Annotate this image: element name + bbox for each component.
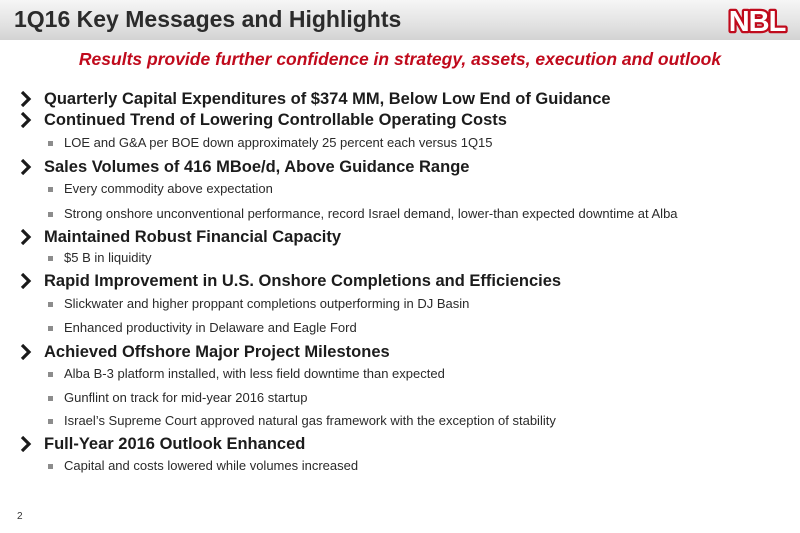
key-message-heading-text: Achieved Offshore Major Project Milestones [44, 343, 390, 361]
key-message-heading-text: Quarterly Capital Expenditures of $374 MM, Below Low End of Guidance [44, 90, 611, 108]
key-message-heading-text: Sales Volumes of 416 MBoe/d, Above Guidance Range [44, 158, 470, 176]
square-bullet-icon [48, 212, 53, 217]
chevron-right-icon [20, 273, 32, 289]
nbl-logo-text: NBL [728, 6, 786, 37]
chevron-right-icon [20, 112, 32, 128]
page-number: 2 [17, 511, 23, 522]
key-message-detail-text: $5 B in liquidity [64, 250, 152, 265]
key-message-heading-text: Rapid Improvement in U.S. Onshore Completions and Efficiencies [44, 272, 562, 290]
key-message-heading-text: Maintained Robust Financial Capacity [44, 228, 342, 246]
square-bullet-icon [48, 256, 53, 261]
key-message-detail-text: Every commodity above expectation [64, 181, 273, 196]
chevron-right-icon [20, 229, 32, 245]
square-bullet-icon [48, 372, 53, 377]
key-message-detail-text: Slickwater and higher proppant completions outperforming in DJ Basin [64, 296, 470, 311]
subtitle: Results provide further confidence in strategy, assets, execution and outlook [78, 49, 722, 69]
key-message-detail-text: LOE and G&A per BOE down approximately 25 percent each versus 1Q15 [64, 135, 493, 150]
page-title: 1Q16 Key Messages and Highlights [14, 6, 402, 32]
key-message-heading-text: Full-Year 2016 Outlook Enhanced [44, 435, 306, 453]
chevron-right-icon [20, 91, 32, 107]
square-bullet-icon [48, 326, 53, 331]
square-bullet-icon [48, 302, 53, 307]
square-bullet-icon [48, 419, 53, 424]
chevron-right-icon [20, 159, 32, 175]
key-message-detail-text: Capital and costs lowered while volumes increased [64, 458, 359, 473]
square-bullet-icon [48, 141, 53, 146]
key-message-detail-text: Israel’s Supreme Court approved natural gas framework with the exception of stability [64, 413, 556, 428]
key-message-detail-text: Alba B-3 platform installed, with less field downtime than expected [64, 366, 445, 381]
square-bullet-icon [48, 464, 53, 469]
chevron-right-icon [20, 436, 32, 452]
key-message-detail-text: Enhanced productivity in Delaware and Eagle Ford [64, 320, 357, 335]
square-bullet-icon [48, 396, 53, 401]
square-bullet-icon [48, 187, 53, 192]
key-message-heading-text: Continued Trend of Lowering Controllable Operating Costs [44, 111, 507, 129]
chevron-right-icon [20, 344, 32, 360]
key-message-detail-text: Strong onshore unconventional performance, record Israel demand, lower-than expected downtime at Alba [64, 206, 678, 221]
key-message-detail-text: Gunflint on track for mid-year 2016 startup [64, 390, 308, 405]
